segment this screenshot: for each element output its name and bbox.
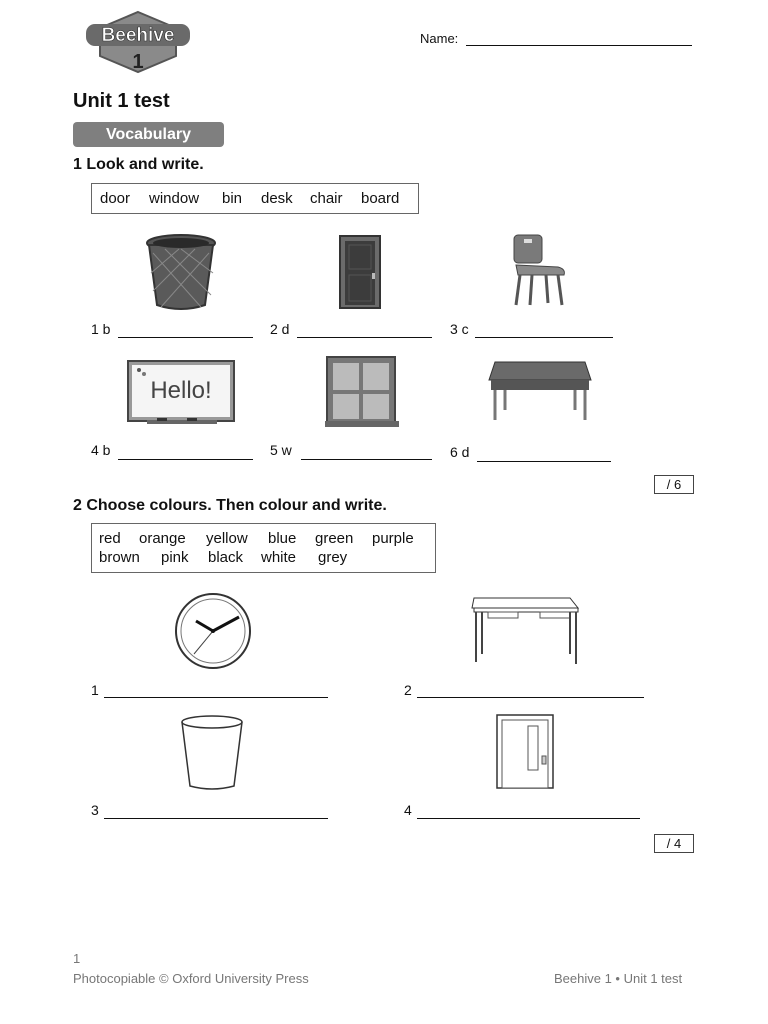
- answer-label: 2 d: [270, 321, 290, 337]
- name-label: Name:: [420, 31, 459, 46]
- logo-text: Beehive: [101, 25, 175, 46]
- word: white: [261, 549, 297, 566]
- beehive-logo: [84, 8, 192, 74]
- word: green: [315, 530, 354, 547]
- answer-line[interactable]: [475, 337, 613, 338]
- answer-label: 6 d: [450, 444, 470, 460]
- desk-icon: [487, 360, 593, 424]
- answer-label: 1 b: [91, 321, 111, 337]
- answer-label: 5 w: [270, 442, 292, 458]
- page-number: 1: [73, 951, 81, 966]
- answer-line[interactable]: [417, 697, 644, 698]
- word: red: [99, 530, 121, 547]
- score-box[interactable]: / 6: [654, 475, 694, 494]
- bin-outline-icon: [180, 714, 244, 790]
- clock-icon: [173, 593, 253, 669]
- answer-label: 3 c: [450, 321, 469, 337]
- word: board: [361, 190, 400, 207]
- word: desk: [261, 190, 293, 207]
- answer-line[interactable]: [104, 697, 328, 698]
- door-outline-icon: [496, 714, 556, 790]
- word: grey: [318, 549, 348, 566]
- word: black: [208, 549, 244, 566]
- answer-line[interactable]: [477, 461, 611, 462]
- word: blue: [268, 530, 297, 547]
- answer-line[interactable]: [417, 818, 640, 819]
- word: bin: [222, 190, 243, 207]
- chair-icon: [508, 233, 570, 309]
- exercise1-title: 1 Look and write.: [73, 156, 204, 173]
- bin-icon: [145, 233, 217, 311]
- board-text: Hello!: [150, 377, 212, 404]
- logo-number: 1: [132, 51, 144, 73]
- word: orange: [139, 530, 186, 547]
- board-icon: [127, 360, 235, 426]
- answer-line[interactable]: [104, 818, 328, 819]
- word: window: [149, 190, 200, 207]
- exercise1-wordbox: [91, 183, 419, 214]
- window-icon: [325, 355, 399, 429]
- answer-label: 3: [91, 802, 99, 818]
- copyright: Photocopiable © Oxford University Press: [73, 971, 309, 986]
- answer-label: 4 b: [91, 442, 111, 458]
- answer-label: 1: [91, 682, 99, 698]
- name-field[interactable]: [466, 45, 692, 46]
- word: yellow: [206, 530, 248, 547]
- section-banner: Vocabulary: [73, 122, 224, 147]
- unit-title: Unit 1 test: [73, 90, 170, 112]
- exercise2-wordbox: [91, 523, 436, 573]
- score-box[interactable]: / 4: [654, 834, 694, 853]
- word: pink: [161, 549, 189, 566]
- door-icon: [339, 235, 381, 309]
- book-reference: Beehive 1 • Unit 1 test: [554, 971, 683, 986]
- desk-outline-icon: [470, 596, 582, 666]
- exercise2-title: 2 Choose colours. Then colour and write.: [73, 497, 387, 514]
- answer-line[interactable]: [118, 337, 253, 338]
- answer-line[interactable]: [301, 459, 432, 460]
- answer-line[interactable]: [297, 337, 432, 338]
- word: purple: [372, 530, 414, 547]
- answer-label: 4: [404, 802, 412, 818]
- answer-line[interactable]: [118, 459, 253, 460]
- word: brown: [99, 549, 140, 566]
- word: chair: [310, 190, 343, 207]
- word: door: [100, 190, 131, 207]
- answer-label: 2: [404, 682, 412, 698]
